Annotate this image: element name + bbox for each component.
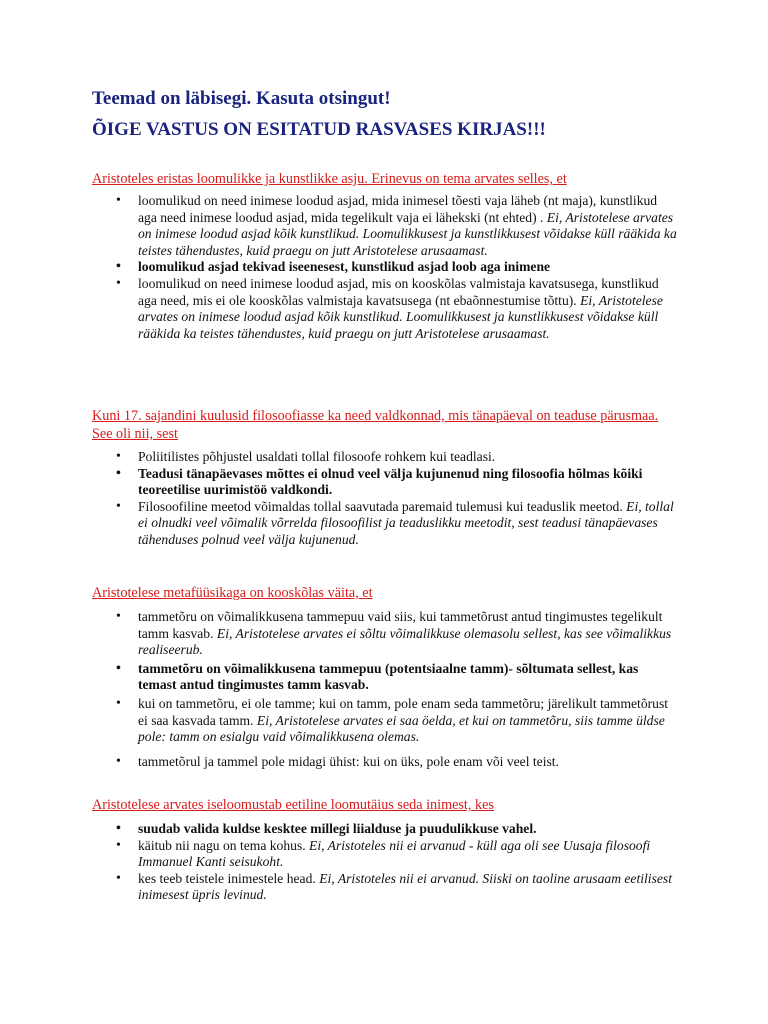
option-explanation: Ei, tollal ei olnudki veel võimalik võrrelda filosoofilist ja teaduslikku meetodit, sest teadusi tänapäevases tähenduses polnud veel välja kujunenud. (138, 498, 674, 547)
option-text: tammetõrul ja tammel pole midagi ühist: kui on üks, pole enam või veel teist. (138, 753, 559, 769)
option-explanation: Ei, Aristoteles nii ei arvanud. Siiski on taoline arusaam eetilisest inimesest üpris levinud. (138, 870, 672, 903)
answer-option (92, 871, 677, 904)
question-2-options (92, 449, 677, 549)
option-text: kes teeb teistele inimestele head. (138, 870, 316, 886)
correct-answer-option (92, 821, 677, 838)
option-explanation: Ei, Aristotelese arvates on inimese loodud asjad kõik kunstlikud. Loomulikkusest ja kunstlikkusest võidakse küll rääkida ka teistes tähendustes, kuid praegu on jutt Aristotelese arusaamast. (138, 209, 677, 258)
option-text: loomulikud on need inimese loodud asjad, mis on kooskõlas valmistaja kavatsusega, kunstlikud aga need, mis ei ole kooskõlas valmistaja kavatsusega (nt ebaõnnestumise tõttu). (138, 275, 659, 308)
answer-option (92, 499, 677, 549)
correct-answer-option (92, 466, 677, 499)
answer-option (92, 449, 677, 466)
option-text: loomulikud on need inimese loodud asjad, mida inimesel tõesti vaja läheb (nt maja), kunstlikud aga need inimese loodud asjad, mida tegelikult vaja ei lähekski (nt ehted) . (138, 193, 658, 225)
page-heading: Teemad on läbisegi. Kasuta otsingut! (92, 88, 391, 109)
question-2: Kuni 17. sajandini kuulusid filosoofiasse ka need valdkonnad, mis tänapäeval on teaduse pärusmaa. See oli nii, sest (92, 408, 659, 442)
question-4-options (92, 821, 677, 904)
answer-option (92, 609, 677, 659)
option-text: tammetõru on võimalikkusena tammepuu (potentsiaalne tamm)- sõltumata sellest, kas temast antud tingimustes tamm kasvab. (138, 660, 639, 693)
answer-option (92, 276, 677, 342)
option-text: Filosoofiline meetod võimaldas tollal saavutada paremaid tulemusi kui teaduslik meetod. (138, 498, 623, 514)
answer-option (92, 754, 677, 771)
answer-option (92, 838, 677, 871)
option-text: käitub nii nagu on tema kohus. (138, 837, 306, 853)
answer-option (92, 696, 677, 746)
correct-answer-option (92, 259, 677, 276)
page-subheading: ÕIGE VASTUS ON ESITATUD RASVASES KIRJAS!!! (92, 119, 546, 140)
answer-option (92, 193, 677, 259)
option-text: kui on tammetõru, ei ole tamme; kui on tamm, pole enam seda tammetõru; järelikult tammetõrust ei saa kasvada tamm. (138, 695, 669, 728)
option-text: tammetõru on võimalikkusena tammepuu vaid siis, kui tammetõrust antud tingimustes tegelikult tamm kasvab. (138, 609, 663, 641)
question-3-options (92, 609, 677, 770)
option-text: suudab valida kuldse kesktee millegi liialduse ja puudulikkuse vahel. (138, 821, 537, 836)
question-1: Aristoteles eristas loomulikke ja kunstlikke asju. Erinevus on tema arvates selles, et (92, 171, 567, 187)
question-3: Aristotelese metafüüsikaga on kooskõlas väita, et (92, 585, 373, 601)
option-explanation: Ei, Aristotelese arvates ei sõltu võimalikkuse olemasolu sellest, kas see võimalikkus realiseerub. (138, 625, 672, 658)
option-text: Teadusi tänapäevases mõttes ei olnud veel välja kujunenud ning filosoofia hõlmas kõiki teoreetilise uurimistöö valdkondi. (138, 465, 643, 498)
question-1-options (92, 193, 677, 342)
question-4: Aristotelese arvates iseloomustab eetiline loomutäius seda inimest, kes (92, 797, 494, 813)
option-text: Poliitilistes põhjustel usaldati tollal filosoofe rohkem kui teadlasi. (138, 449, 496, 464)
correct-answer-option (92, 661, 677, 694)
option-explanation: Ei, Aristotelese arvates on inimese loodud asjad kõik kunstlikud. Loomulikkusest ja kunstlikkusest võidakse küll rääkida ka teistes tähendustes, kuid praegu on jutt Aristotelese arusaamast. (138, 292, 663, 341)
option-explanation: Ei, Aristotelese arvates ei saa öelda, et kui on tammetõru, siis tamme üldse pole: tamm on esialgu vaid võimalikkusena olemas. (138, 712, 665, 745)
option-text: loomulikud asjad tekivad iseenesest, kunstlikud asjad loob aga inimene (138, 259, 551, 275)
option-explanation: Ei, Aristoteles nii ei arvanud - küll aga oli see Uusaja filosoofi Immanuel Kanti seisukoht. (138, 837, 651, 870)
